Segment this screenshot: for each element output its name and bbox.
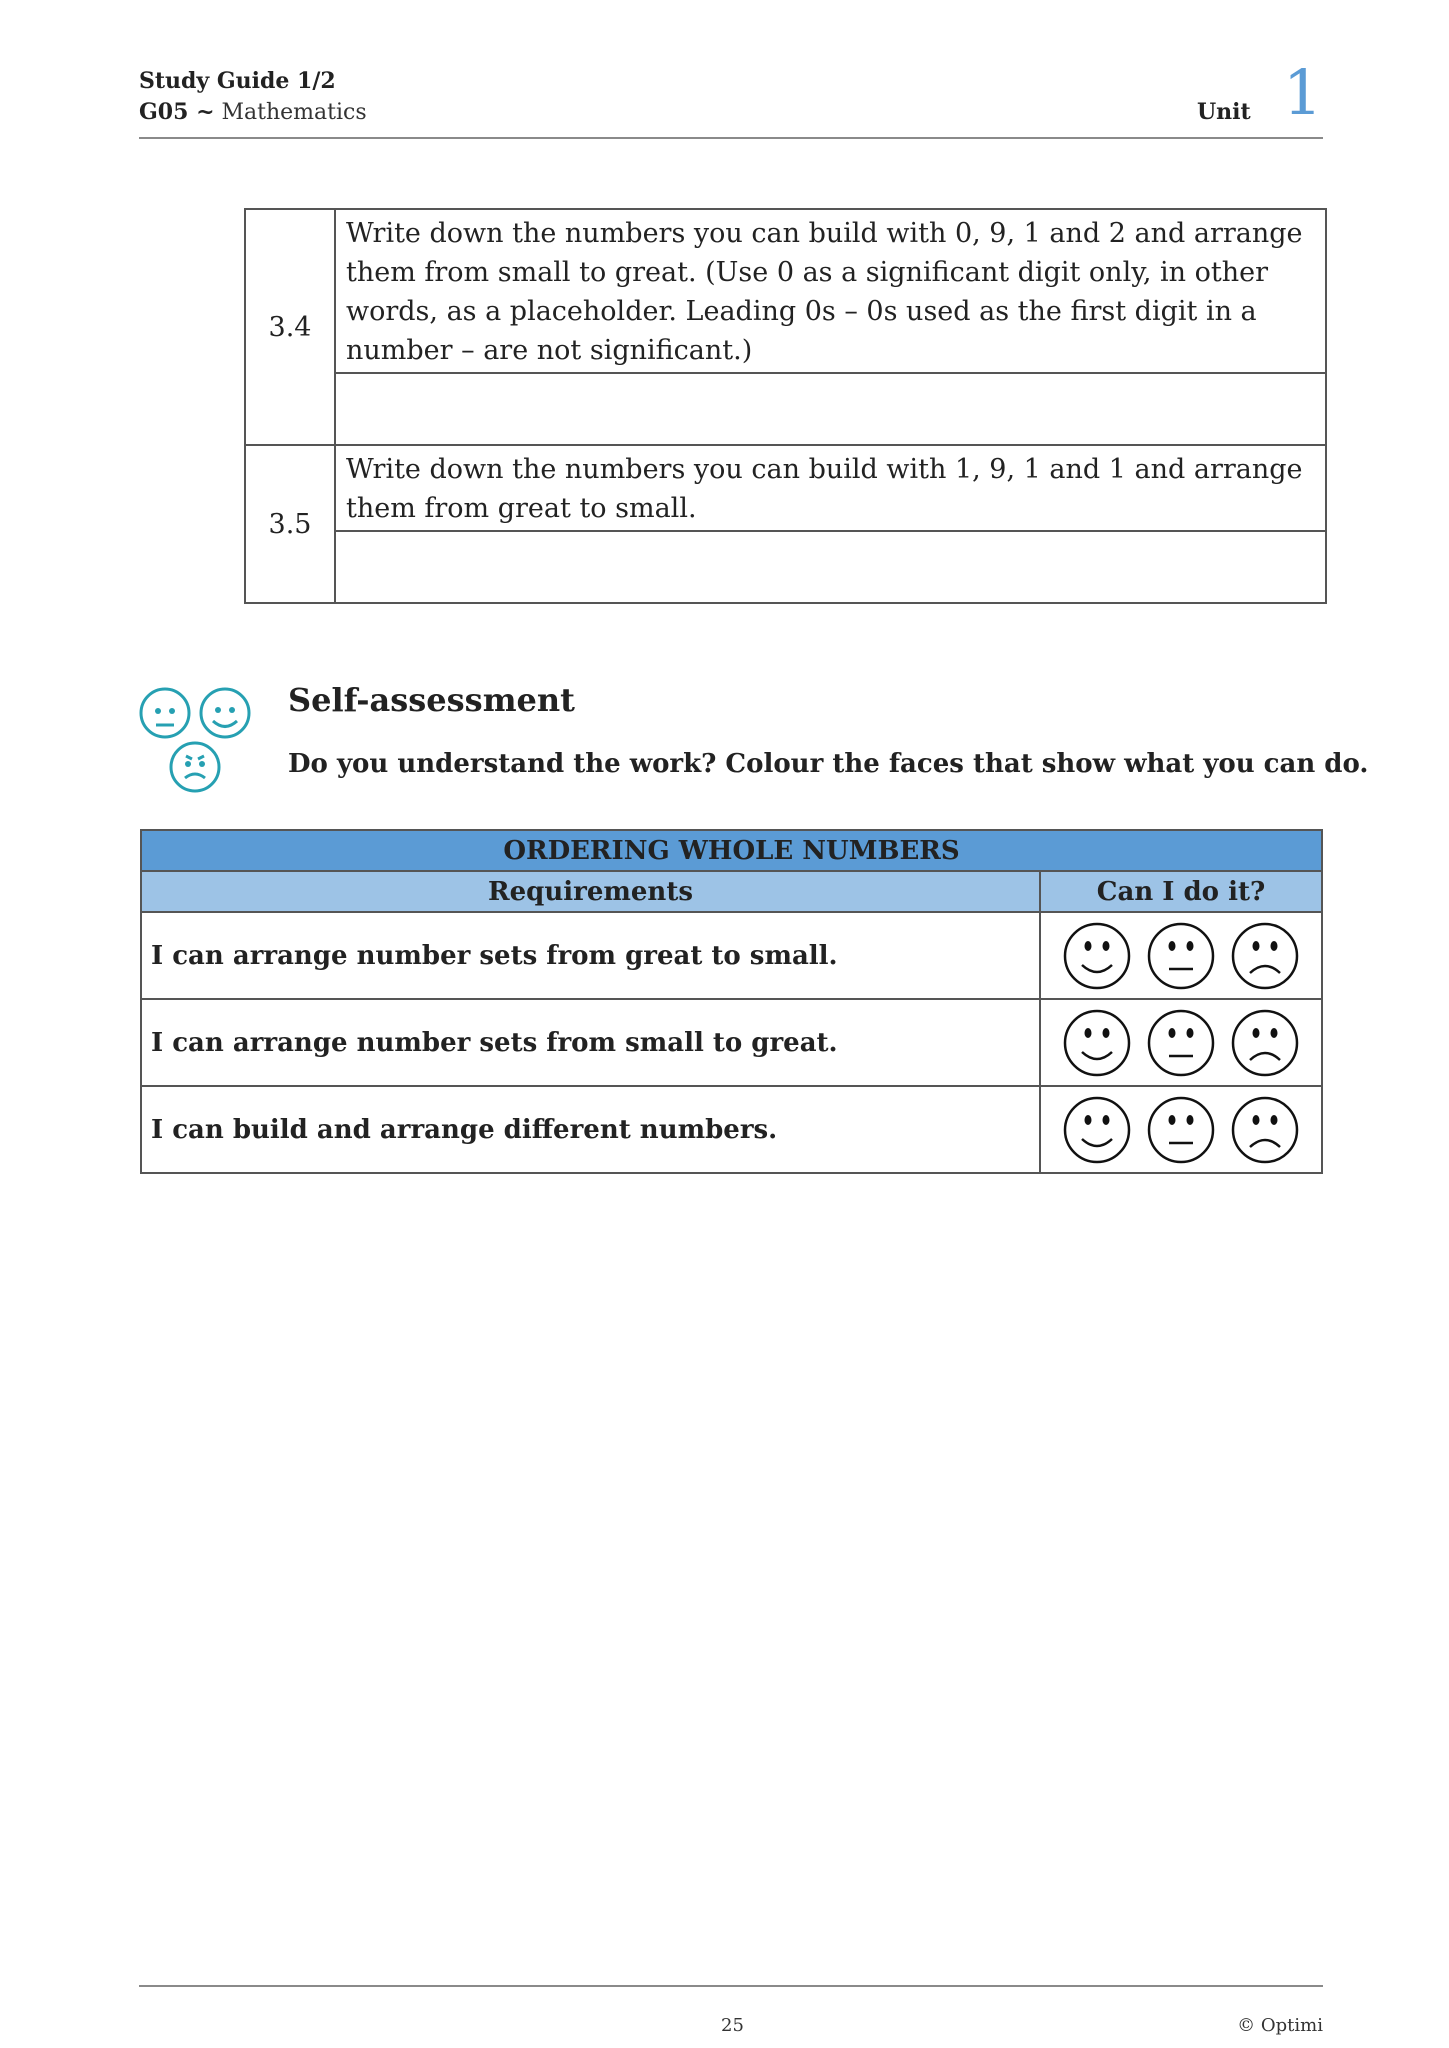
page-number: 25 xyxy=(721,2015,744,2036)
requirements-header: Requirements xyxy=(141,871,1040,912)
requirement-text: I can build and arrange different numbers. xyxy=(141,1086,1040,1173)
table-row xyxy=(141,999,1322,1086)
table-row xyxy=(141,1086,1322,1173)
exercise-answer-field[interactable] xyxy=(335,531,1326,603)
study-guide-title: Study Guide 1/2 xyxy=(139,68,336,94)
exercise-row-3-5 xyxy=(245,445,1326,531)
table-row xyxy=(141,912,1322,999)
neutral-face-icon[interactable] xyxy=(1146,921,1216,991)
course-code: G05 ~ xyxy=(139,99,215,125)
can-i-do-it-header: Can I do it? xyxy=(1040,871,1322,912)
exercise-table xyxy=(244,208,1327,604)
course-subtitle xyxy=(139,99,367,125)
exercise-row-3-4 xyxy=(245,209,1326,373)
happy-face-icon[interactable] xyxy=(1062,1008,1132,1078)
copyright: © Optimi xyxy=(1237,2015,1323,2036)
assessment-table-caption: ORDERING WHOLE NUMBERS xyxy=(141,830,1322,871)
requirement-text: I can arrange number sets from small to great. xyxy=(141,999,1040,1086)
face-options xyxy=(1040,1086,1322,1173)
exercise-question: Write down the numbers you can build with 0, 9, 1 and 2 and arrange them from small to great. (Use 0 as a significant digit only, in other words, as a placeholder. Leading 0s – 0s used as the first digit in a number – are not significant.) xyxy=(335,209,1326,373)
happy-face-icon[interactable] xyxy=(1062,1095,1132,1165)
requirement-text: I can arrange number sets from great to small. xyxy=(141,912,1040,999)
face-options xyxy=(1040,999,1322,1086)
self-assessment-title: Self-assessment xyxy=(288,681,575,719)
unit-label: Unit xyxy=(1197,99,1251,125)
faces-icon xyxy=(136,686,264,796)
self-assessment-instruction: Do you understand the work? Colour the faces that show what you can do. xyxy=(288,749,1369,779)
exercise-number: 3.5 xyxy=(245,445,335,603)
neutral-face-icon[interactable] xyxy=(1146,1095,1216,1165)
course-subject: Mathematics xyxy=(221,100,367,125)
sad-face-icon[interactable] xyxy=(1230,921,1300,991)
exercise-question: Write down the numbers you can build with 1, 9, 1 and 1 and arrange them from great to small. xyxy=(335,445,1326,531)
assessment-table xyxy=(140,829,1323,1174)
neutral-face-icon[interactable] xyxy=(1146,1008,1216,1078)
exercise-answer-field[interactable] xyxy=(335,373,1326,445)
exercise-number: 3.4 xyxy=(245,209,335,445)
header-divider xyxy=(139,137,1323,139)
footer-divider xyxy=(139,1985,1323,1987)
happy-face-icon[interactable] xyxy=(1062,921,1132,991)
sad-face-icon[interactable] xyxy=(1230,1095,1300,1165)
face-options xyxy=(1040,912,1322,999)
unit-number: 1 xyxy=(1283,56,1323,129)
sad-face-icon[interactable] xyxy=(1230,1008,1300,1078)
